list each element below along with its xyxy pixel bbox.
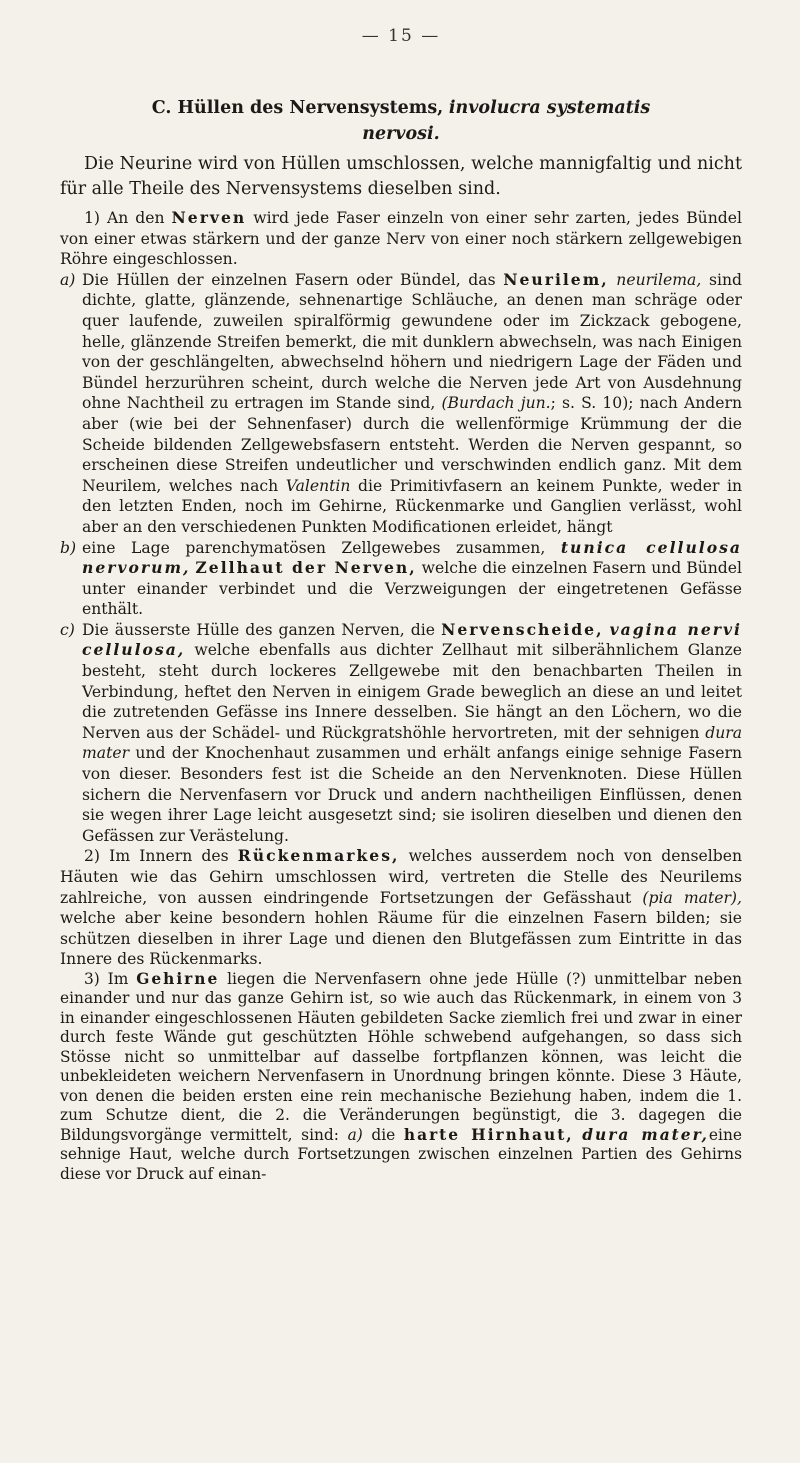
p1-text-b: wird jede Faser einzeln von einer sehr zarten, jedes Bündel von einer etwas stärkern und der ganze Nerv von einer noch stärkern zellgewebigen Röhre eingeschlossen. xyxy=(60,209,742,269)
pb-latin: tunica cellulosa nervorum, xyxy=(82,537,742,578)
pa-label: a) xyxy=(60,270,76,289)
pa-latin: neurilema, xyxy=(616,270,702,289)
section-heading-latin: involucra systematis xyxy=(448,98,651,118)
pc-text-c: und der Knochenhaut zusammen und erhält anfangs einige sehnige Fasern von dieser. Besonders fest ist die Scheide an den Nervenknoten. Diese Hüllen sichern die Nervenfasern vor Druck und andern nachtheiligen Einflüssen, denen sie wegen ihrer Lage leicht ausgesetzt sind; sie isoliren dieselben und dienen den Gefässen zur Verästelung. xyxy=(82,744,742,845)
p3-term: Gehirne xyxy=(136,969,220,988)
intro-paragraph: Die Neurine wird von Hüllen umschlossen, welche mannigfaltig und nicht für alle Theile des Nervensystems dieselben sind. xyxy=(60,154,742,199)
pb-text-a: eine Lage parenchymatösen Zellgewebes zusammen, xyxy=(82,538,546,557)
page-number: — 15 — xyxy=(361,26,441,46)
section-heading xyxy=(60,96,742,120)
pa-term: Neurilem, xyxy=(503,269,609,289)
pa-text-a: Die Hüllen der einzelnen Fasern oder Bündel, das xyxy=(82,270,496,289)
p2-text-a: 2) Im Innern des xyxy=(84,847,229,866)
p3-text-d: eine sehnige Haut, welche durch Fortsetzungen zwischen einzelnen Partien des Gehirns diese vor Druck auf einan- xyxy=(60,1125,742,1183)
p2-latin-pia-mater: (pia mater), xyxy=(642,888,742,907)
pc-text-a: Die äusserste Hülle des ganzen Nerven, die xyxy=(82,620,436,639)
paragraph-1-nerves xyxy=(60,208,742,270)
p3-term-harte-hirnhaut: harte Hirnhaut, xyxy=(403,1125,574,1144)
pa-cite-jun: jun. xyxy=(520,394,551,413)
pa-cite-burdach: (Burdach xyxy=(441,394,515,413)
p1-term: Nerven xyxy=(171,208,247,227)
p3-text-c: die xyxy=(371,1125,396,1144)
paragraph-2-rueckenmark xyxy=(60,846,742,970)
pa-text-b: sind dichte, glatte, glänzende, sehnenartige Schläuche, an denen man schräge oder quer laufende, zuweilen spiralförmig gewundene oder im Zickzack gebogene, helle, glänzende Streifen bemerkt, die mit dunklern abwechseln, was nach Einigen von der geschlängelten, abwechselnd höhern und niedrigern Lage der Fäden und Bündel herzurühren scheint, durch welche die Nerven jede Art von Ausdehnung ohne Nachtheil zu ertragen im Stande sind, xyxy=(82,270,742,413)
page-header xyxy=(60,0,742,46)
p3-text-b: liegen die Nervenfasern ohne jede Hülle (?) unmittelbar neben einander und nur das ganze Gehirn ist, so wie auch das Rückenmark, in einem von 3 in einander eingeschlossenen Häuten gebildeten Sacke ziemlich frei und zwar in einer durch feste Wände gut geschützten Höhle schwebend aufgehangen, so dass sich Stösse nicht so unmittelbar auf dasselbe fortpflanzen können, was leicht die unbekleideten weichern Nervenfasern in Unordnung bringen könnte. Diese 3 Häute, von denen die beiden ersten eine rein mechanische Beziehung haben, indem die 1. zum Schutze dient, die 2. die Veränderungen begünstigt, die 3. dagegen die Bildungsvorgänge vermittelt, sind: xyxy=(60,969,742,1144)
paragraph-b-zellhaut xyxy=(60,537,742,620)
p3-sub-label: a) xyxy=(347,1125,363,1144)
p3-latin-dura-mater: dura mater, xyxy=(582,1125,709,1144)
p2-text-c: welche aber keine besondern hohlen Räume für die einzelnen Fasern bilden; sie schützen dieselben in ihrer Lage und dienen den Blutgefässen zum Eintritte in das Innere des Rückenmarks. xyxy=(60,909,742,969)
paragraph-c-nervenscheide xyxy=(60,619,742,847)
paragraph-3-gehirn xyxy=(60,970,742,1185)
p2-term: Rückenmarkes, xyxy=(237,846,400,866)
pa-text-c: ; s. S. 10); nach Andern aber (wie bei der Sehnenfaser) durch die wellenförmige Krümmung der die Scheide bildenden Zellgewebsfasern entsteht. Werden die Nerven gespannt, so erscheinen diese Streifen undeutlicher und verschwinden endlich ganz. Mit dem Neurilem, welches nach xyxy=(82,394,742,495)
pb-label: b) xyxy=(60,538,77,557)
pc-latin-dura-mater: dura mater xyxy=(82,723,742,763)
pb-text-b: welche die einzelnen Fasern und Bündel unter einander verbindet und die Verzweigungen der eingetretenen Gefässe enthält. xyxy=(82,559,742,619)
pc-label: c) xyxy=(60,620,75,639)
p1-text-a: 1) An den xyxy=(84,209,165,227)
p2-text-b: welches ausserdem noch von denselben Häuten wie das Gehirn umschlossen wird, vertreten die Stelle des Neurilems zahlreiche, von aussen eindringende Fortsetzungen der Gefässhaut xyxy=(60,847,742,907)
section-heading-title: C. Hüllen des Nervensystems, xyxy=(151,98,444,118)
pc-text-b: welche ebenfalls aus dichter Zellhaut mit silberähnlichem Glanze besteht, steht durch lockeres Zellgewebe mit den benachbarten Theilen in Verbindung, heftet den Nerven in einigem Grade beweglich an diese an und leitet die zutretenden Gefässe ins Innere desselben. Sie hängt an den Löchern, wo die Nerven aus der Schädel- und Rückgratshöhle hervortreten, mit der sehnigen xyxy=(82,641,742,742)
pa-text-d: die Primitivfasern an keinem Punkte, weder in den letzten Enden, noch im Gehirne, Rückenmarke und Ganglien verlässt, wohl aber an den verschiedenen Punkten Modificationen erleidet, hängt xyxy=(82,476,742,536)
pc-term: Nervenscheide, xyxy=(441,619,604,639)
pb-term: Zellhaut der Nerven, xyxy=(195,558,417,578)
pa-cite-valentin: Valentin xyxy=(285,476,351,495)
p3-text-a: 3) Im xyxy=(84,969,129,988)
section-heading-latin-cont: nervosi. xyxy=(362,124,440,144)
paragraph-a-neurilem xyxy=(60,269,742,538)
pc-latin: vagina nervi cellulosa, xyxy=(82,619,742,660)
